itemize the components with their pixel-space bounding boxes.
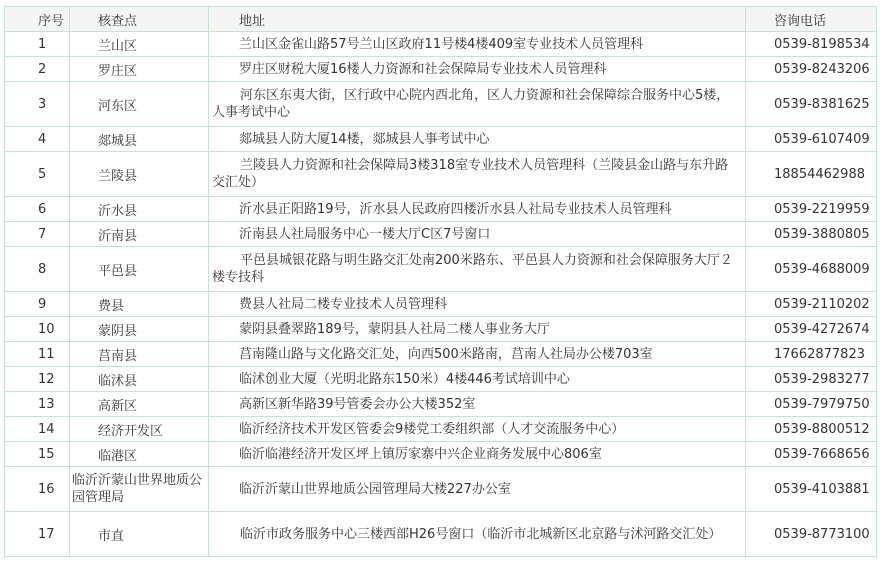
- row-no: 4: [5, 127, 70, 152]
- row-site: 河东区: [70, 82, 209, 127]
- header-site: 核查点: [70, 7, 209, 32]
- row-site: 平邑县: [70, 247, 209, 292]
- table-row: [5, 197, 877, 222]
- row-phone: 0539-2219959: [746, 197, 877, 222]
- row-site: 蒙阴县: [70, 317, 209, 342]
- table-row: [5, 317, 877, 342]
- row-address: 临沂临港经济开发区坪上镇厉家寨中兴企业商务发展中心806室: [209, 442, 746, 467]
- table-row: [5, 247, 877, 292]
- row-site: 郯城县: [70, 127, 209, 152]
- row-phone: 0539-4688009: [746, 247, 877, 292]
- row-address: 兰山区金雀山路57号兰山区政府11号楼4楼409室专业技术人员管理科: [209, 32, 746, 57]
- row-phone: 0539-4272674: [746, 317, 877, 342]
- row-site: 沂南县: [70, 222, 209, 247]
- row-site: 兰山区: [70, 32, 209, 57]
- table-row: [5, 82, 877, 127]
- checkpoint-table: [4, 6, 877, 557]
- row-site: 临沭县: [70, 367, 209, 392]
- row-no: 16: [5, 467, 70, 512]
- row-address: 莒南隆山路与文化路交汇处，向西500米路南，莒南人社局办公楼703室: [209, 342, 746, 367]
- table-row: [5, 222, 877, 247]
- row-no: 13: [5, 392, 70, 417]
- row-address: 高新区新华路39号管委会办公大楼352室: [209, 392, 746, 417]
- row-address: 平邑县城银花路与明生路交汇处南200米路东、平邑县人力资源和社会保障服务大厅２楼专技科: [209, 247, 746, 292]
- row-address: 临沭创业大厦（光明北路东150米）4楼446考试培训中心: [209, 367, 746, 392]
- row-address: 河东区东夷大街，区行政中心院内西北角，区人力资源和社会保障综合服务中心5楼，人事考试中心: [209, 82, 746, 127]
- row-phone: 17662877823: [746, 342, 877, 367]
- row-no: 9: [5, 292, 70, 317]
- row-site: 沂水县: [70, 197, 209, 222]
- table-row: [5, 152, 877, 197]
- row-phone: 0539-8243206: [746, 57, 877, 82]
- table-row: [5, 512, 877, 557]
- row-no: 17: [5, 512, 70, 557]
- row-address: 临沂市政务服务中心三楼西部H26号窗口（临沂市北城新区北京路与沭河路交汇处）: [209, 512, 746, 557]
- table-row: [5, 127, 877, 152]
- row-phone: 0539-8800512: [746, 417, 877, 442]
- row-phone: 0539-7979750: [746, 392, 877, 417]
- header-no: 序号: [5, 7, 70, 32]
- table-row: [5, 57, 877, 82]
- row-site: 高新区: [70, 392, 209, 417]
- row-phone: 0539-7668656: [746, 442, 877, 467]
- row-phone: 0539-3880805: [746, 222, 877, 247]
- header-phone: 咨询电话: [746, 7, 877, 32]
- header-address: 地址: [209, 7, 746, 32]
- row-address: 沂南县人社局服务中心一楼大厅C区7号窗口: [209, 222, 746, 247]
- table-row: [5, 32, 877, 57]
- table-row: [5, 342, 877, 367]
- row-address: 沂水县正阳路19号，沂水县人民政府四楼沂水县人社局专业技术人员管理科: [209, 197, 746, 222]
- row-site: 临沂沂蒙山世界地质公园管理局: [70, 467, 209, 512]
- row-no: 14: [5, 417, 70, 442]
- row-site: 费县: [70, 292, 209, 317]
- table-header-row: [5, 7, 877, 32]
- row-no: 11: [5, 342, 70, 367]
- row-site: 罗庄区: [70, 57, 209, 82]
- row-no: 8: [5, 247, 70, 292]
- row-no: 6: [5, 197, 70, 222]
- table-row: [5, 367, 877, 392]
- table-row: [5, 417, 877, 442]
- row-phone: 0539-4103881: [746, 467, 877, 512]
- row-site: 经济开发区: [70, 417, 209, 442]
- row-no: 1: [5, 32, 70, 57]
- row-phone: 0539-8773100: [746, 512, 877, 557]
- row-phone: 0539-2110202: [746, 292, 877, 317]
- row-no: 10: [5, 317, 70, 342]
- row-phone: 0539-6107409: [746, 127, 877, 152]
- row-no: 7: [5, 222, 70, 247]
- row-address: 郯城县人防大厦14楼，郯城县人事考试中心: [209, 127, 746, 152]
- row-site: 兰陵县: [70, 152, 209, 197]
- row-no: 3: [5, 82, 70, 127]
- row-phone: 0539-8381625: [746, 82, 877, 127]
- row-site: 市直: [70, 512, 209, 557]
- row-address: 蒙阴县叠翠路189号，蒙阴县人社局二楼人事业务大厅: [209, 317, 746, 342]
- row-phone: 0539-8198534: [746, 32, 877, 57]
- row-phone: 18854462988: [746, 152, 877, 197]
- row-phone: 0539-2983277: [746, 367, 877, 392]
- table-row: [5, 292, 877, 317]
- row-address: 临沂经济技术开发区管委会9楼党工委组织部（人才交流服务中心）: [209, 417, 746, 442]
- row-no: 2: [5, 57, 70, 82]
- row-address: 费县人社局二楼专业技术人员管理科: [209, 292, 746, 317]
- table-row: [5, 392, 877, 417]
- row-address: 罗庄区财税大厦16楼人力资源和社会保障局专业技术人员管理科: [209, 57, 746, 82]
- row-no: 12: [5, 367, 70, 392]
- row-site: 莒南县: [70, 342, 209, 367]
- table-row: [5, 467, 877, 512]
- row-no: 15: [5, 442, 70, 467]
- row-no: 5: [5, 152, 70, 197]
- row-address: 临沂沂蒙山世界地质公园管理局大楼227办公室: [209, 467, 746, 512]
- row-address: 兰陵县人力资源和社会保障局3楼318室专业技术人员管理科（兰陵县金山路与东升路交汇处）: [209, 152, 746, 197]
- row-site: 临港区: [70, 442, 209, 467]
- table-row: [5, 442, 877, 467]
